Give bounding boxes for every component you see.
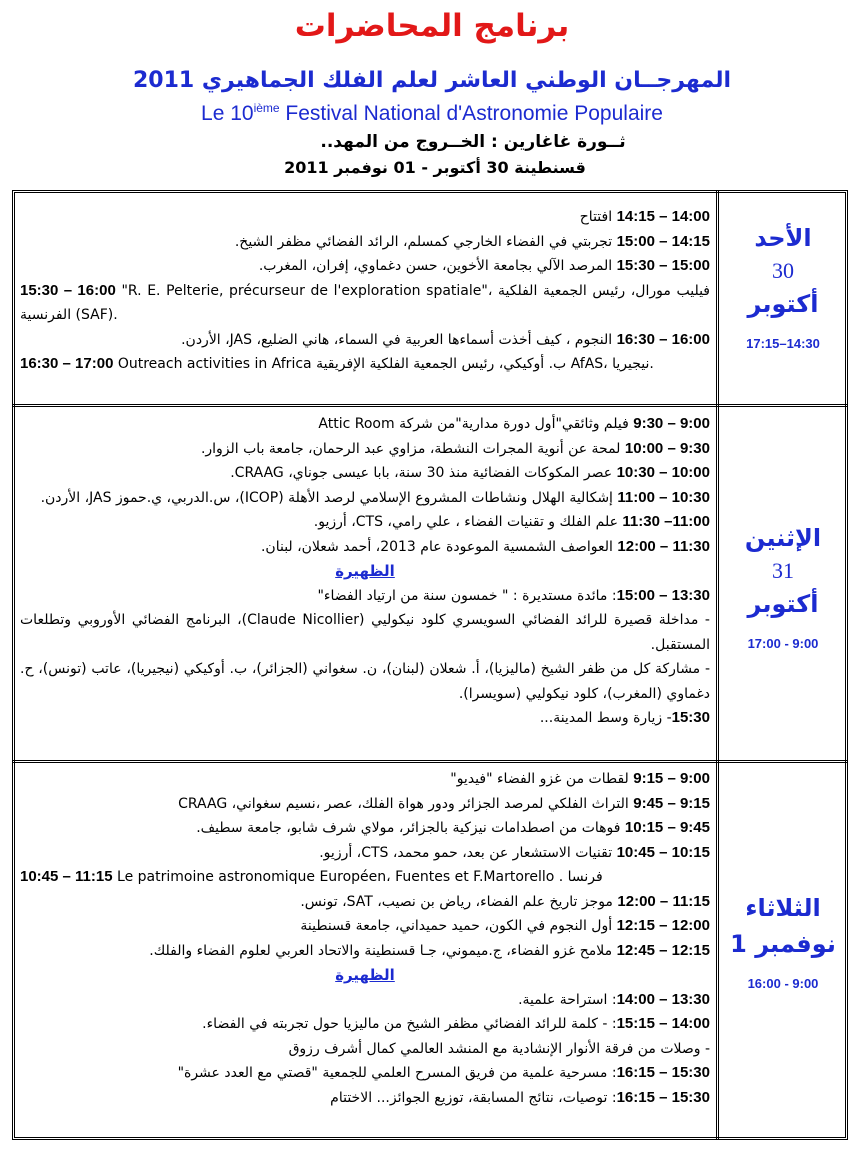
schedule-line [20,792,710,817]
talk-text: تقنيات الاستشعار عن بعد، حمو محمد، CTS، أرزيو. [319,844,617,861]
day-name: الإثنين [744,524,822,552]
festival-title-ar: المهرجــان الوطني العاشر لعلم الفلك الجماهيري 2011 [133,68,731,93]
time-slot: 10:00 – 10:30 [616,464,710,481]
time-slot: 12:00 – 12:15 [616,917,710,934]
time-slot: 10:15 – 10:45 [616,843,710,861]
schedule-line [20,890,710,915]
schedule-line [20,706,710,731]
time-slot: 15:30 – 16:15 [616,1088,710,1106]
time-slot: 10:30 – 11:00 [617,488,710,506]
time-slot: 9:45 – 10:15 [624,819,710,836]
time-slot: 11:15 – 12:00 [617,892,710,910]
talk-text: فيلم وثائقي"أول دورة مدارية"من شركة Attic Room [318,416,634,432]
schedule-line [20,437,710,462]
talk-text: : توصيات، نتائج المسابقة، توزيع الجوائز... الاختتام [330,1089,617,1106]
schedule-line [20,254,710,279]
page-title: برنامج المحاضرات [294,8,570,44]
noon-label: الظهيرة [335,562,395,580]
time-slot: 15:00 – 15:30 [616,257,710,274]
schedule-line [20,412,710,437]
time-slot: 13:30 – 14:00 [616,990,710,1008]
talk-text: "R. E. Pelterie, précurseur de l'exploration spatiale"، فيليب مورال، رئيس الجمعية الفلكية الفرنسية (SAF). [20,282,710,323]
theme: ثــورة غاغارين : الخــروج من المهد.. [320,132,626,152]
noon-label: الظهيرة [335,966,395,984]
day-name: الأحد [754,224,812,252]
talk-text: العواصف الشمسية الموعودة عام 2013، أحمد شعلان، لبنان. [260,538,618,555]
time-slot: 13:30 – 15:00 [616,586,710,604]
schedule-line [20,1086,710,1111]
festival-title-fr-pre: Le 10 [201,102,254,125]
schedule-line [20,841,710,866]
schedule-line [20,486,710,511]
day-sunday [722,220,844,351]
place-dates: قسنطينة 30 أكتوبر - 01 نوفمبر 2011 [284,158,586,177]
day-sunday-schedule [20,205,710,377]
day-month: أكتوبر [747,590,819,618]
schedule-line [20,1061,710,1086]
talk-text: النجوم ، كيف أخذت أسماءها العربية في السماء، هاني الضليع، JAS، الأردن. [181,331,617,348]
day-monday [722,520,844,651]
talk-text: - زيارة وسط المدينة... [539,710,672,726]
schedule-line [20,816,710,841]
festival-title-fr-sup: ième [253,101,280,115]
schedule-line [20,608,710,657]
day-tuesday-schedule [20,767,710,1110]
schedule-line [20,205,710,230]
talk-text: إشكالية الهلال ونشاطات المشروع الإسلامي لرصد الأهلة (ICOP)، س.الدربي، ي.حموز JAS، الأردن. [40,489,618,506]
time-slot: 15:30 – 16:00 [20,281,116,299]
time-slot: 16:30 – 17:00 [20,355,114,372]
schedule-line [20,230,710,255]
day-month: أكتوبر [747,290,819,318]
schedule-line [20,584,710,609]
schedule-line [20,939,710,964]
day-hours: 17:00 - 9:00 [747,636,819,651]
talk-text: : مسرحية علمية من فريق المسرح العلمي للجمعية "قصتي مع العدد عشرة" [177,1065,617,1081]
talk-text: فوهات من اصطدامات نيزكية بالجزائر، مولاي شرف شابو، جامعة سطيف. [196,820,625,836]
festival-title-fr-post: Festival National d'Astronomie Populaire [279,102,663,125]
schedule-line [20,1012,710,1037]
talk-text: لمحة عن أنوية المجرات النشطة، مزاوي عبد الرحمان، جامعة باب الزوار. [200,440,625,457]
day-hours: 17:15–14:30 [746,336,820,351]
row-divider [12,404,848,407]
talk-text: - وصلات من فرقة الأنوار الإنشادية مع المنشد العالمي كمال أشرف رزوق [288,1040,710,1057]
time-slot: 15:30 [671,709,710,726]
schedule-line [20,352,710,377]
talk-text: المرصد الآلي بجامعة الأخوين، حسن دغماوي، إفران، المغرب. [258,258,617,274]
talk-text: Le patrimoine astronomique Européen، Fuentes et F.Martorello . فرنسا [112,869,603,885]
day-hours: 16:00 - 9:00 [747,976,819,991]
time-slot: 16:00 – 16:30 [616,330,710,348]
talk-text: أول النجوم في الكون، حميد حميداني، جامعة قسنطينة [300,918,617,934]
schedule-line [20,865,710,890]
time-slot: 9:00 – 9:30 [633,415,710,432]
talk-text: عصر المكوكات الفضائية منذ 30 سنة، بابا عيسى جوناي، CRAAG. [230,465,617,481]
time-slot: 12:15 – 12:45 [616,941,710,959]
day-number: 31 [772,558,794,583]
talk-text: ملامح غزو الفضاء، ج.ميموني، جـا قسنطينة والاتحاد العربي لعلوم الفضاء والفلك. [149,942,617,959]
talk-text: : استراحة علمية. [518,991,617,1008]
time-slot: 15:30 – 16:15 [616,1064,710,1081]
time-slot: 14:15 – 15:00 [616,232,710,250]
talk-text: تجربتي في الفضاء الخارجي كمسلم، الرائد الفضائي مظفر الشيخ. [234,233,617,250]
talk-text: - مداخلة قصيرة للرائد الفضائي السويسري كلود نيكوليي (Claude Nicollier)، البرنامج الفضائي الأوروبي وتطلعات المستقبل. [20,612,710,653]
schedule-line [20,1037,710,1062]
day-name: الثلاثاء [745,894,821,922]
day-number: 1 نوفمبر [730,930,836,958]
time-slot: 9:15 – 9:45 [633,794,710,812]
schedule-line [20,914,710,939]
time-slot: 14:00 – 14:15 [616,208,710,225]
day-tuesday [722,890,844,991]
time-slot: 9:30 – 10:00 [624,439,710,457]
time-slot: 11:00– 11:30 [622,513,710,530]
talk-text: Outreach activities in Africa ب. أوكيكي، رئيس الجمعية الفلكية الإفريقية AfAS، نيجيريا. [113,356,654,372]
schedule-line [20,279,710,328]
schedule-line [20,328,710,353]
talk-text: لقطات من غزو الفضاء "فيديو" [450,771,634,787]
talk-text: افتتاح [579,209,617,225]
talk-text: - مشاركة كل من ظفر الشيخ (ماليزيا)، أ. شعلان (لبنان)، ن. سغواني (الجزائر)، ب. أوكيكي (نيجيريا)، عاتب (تونس)، ح. دغماوي (المغرب)، كلود نيكوليي (سويسرا). [20,661,710,702]
time-slot: 14:00 – 15:15 [616,1015,710,1032]
column-divider [716,190,719,1140]
festival-title-fr [0,101,864,126]
talk-text: موجز تاريخ علم الفضاء، رياض بن نصيب، SAT، تونس. [300,893,618,910]
time-slot: 11:30 – 12:00 [617,537,710,555]
talk-text: التراث الفلكي لمرصد الجزائر ودور هواة الفلك، عصر ،نسيم سغواني، CRAAG [178,795,634,812]
schedule-line [20,510,710,535]
time-slot: 10:45 – 11:15 [20,868,113,885]
time-slot: 9:00 – 9:15 [633,770,710,787]
talk-text: علم الفلك و تقنيات الفضاء ، علي رامي، CTS، أرزيو. [313,514,623,530]
schedule-line [20,657,710,706]
day-monday-schedule [20,412,710,731]
schedule-line [20,988,710,1013]
schedule-line [20,461,710,486]
talk-text: : مائدة مستديرة : " خمسون سنة من ارتياد الفضاء" [317,587,617,604]
row-divider [12,760,848,763]
schedule-line [20,535,710,560]
schedule-line [20,767,710,792]
talk-text: : - كلمة للرائد الفضائي مظفر الشيخ من ماليزيا حول تجربته في الفضاء. [202,1016,617,1032]
day-number: 30 [772,258,794,283]
